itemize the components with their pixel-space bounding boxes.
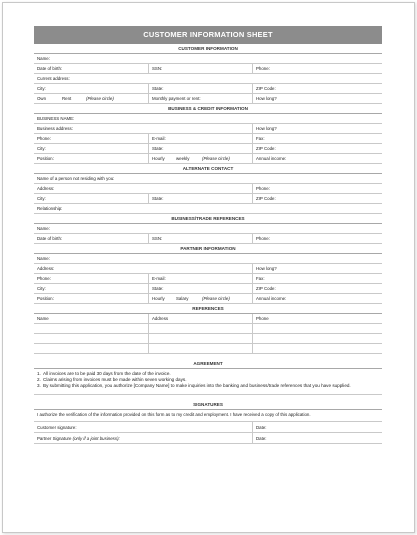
references-name-column: Name bbox=[37, 316, 49, 321]
alternate-name-row bbox=[34, 174, 382, 184]
references-name-cell bbox=[34, 324, 37, 333]
business-how-long-label: How long? bbox=[252, 124, 277, 133]
monthly-payment-label: Monthly payment or rent: bbox=[148, 94, 201, 103]
sheet-title: CUSTOMER INFORMATION SHEET bbox=[34, 26, 382, 44]
customer-information-sheet bbox=[34, 26, 382, 444]
references-name-cell bbox=[34, 334, 37, 343]
partner-how-long-label: How long? bbox=[252, 264, 277, 273]
customer-ssn-label: SSN: bbox=[148, 64, 162, 73]
partner-signature-label-group bbox=[34, 433, 120, 443]
business-zip-label: ZIP Code: bbox=[252, 144, 276, 153]
agreement-item-number: 3. bbox=[37, 383, 41, 389]
trade-dob-row bbox=[34, 234, 382, 244]
business-position-label: Position: bbox=[37, 156, 54, 161]
customer-zip-label: ZIP Code: bbox=[252, 84, 276, 93]
document-page bbox=[2, 2, 415, 533]
partner-fax-label: Fax: bbox=[252, 274, 265, 283]
customer-signature-date-label: Date: bbox=[252, 422, 267, 432]
partner-please-circle-note: (Please circle) bbox=[202, 296, 230, 301]
agreement-item-text: Claims arising from invoices must be made within seven working days. bbox=[43, 377, 187, 383]
weekly-option: weekly bbox=[176, 156, 190, 161]
references-phone-cell bbox=[252, 344, 256, 353]
business-annual-income-label: Annual income: bbox=[252, 154, 286, 163]
references-header-row bbox=[34, 314, 382, 324]
section-trade-references: BUSINESS/TRADE REFERENCES bbox=[34, 214, 382, 224]
partner-phone-label: Phone: bbox=[37, 276, 51, 281]
customer-city-label: City: bbox=[37, 86, 46, 91]
agreement-list bbox=[34, 369, 382, 395]
customer-name-row bbox=[34, 54, 382, 64]
partner-state-label: State: bbox=[148, 284, 163, 293]
partner-annual-income-label: Annual income: bbox=[252, 294, 286, 303]
authorization-statement: I authorize the verification of the information provided on this form as to my credit and employment. I have received a copy of this application. bbox=[34, 410, 382, 422]
customer-signature-label: Customer signature: bbox=[37, 424, 77, 430]
partner-city-label: City: bbox=[37, 286, 46, 291]
section-business-credit: BUSINESS & CREDIT INFORMATION bbox=[34, 104, 382, 114]
alternate-city-row bbox=[34, 194, 382, 204]
please-circle-note: (Please circle) bbox=[86, 96, 114, 101]
partner-email-label: E-mail: bbox=[148, 274, 166, 283]
alternate-phone-label: Phone: bbox=[252, 184, 270, 193]
alternate-state-label: State: bbox=[148, 194, 163, 203]
business-state-label: State: bbox=[148, 144, 163, 153]
trade-phone-label: Phone: bbox=[252, 234, 270, 243]
own-option: Own bbox=[37, 96, 47, 101]
agreement-item-number: 2. bbox=[37, 377, 41, 383]
agreement-item bbox=[34, 383, 382, 389]
customer-address-row bbox=[34, 74, 382, 84]
customer-city-row bbox=[34, 84, 382, 94]
business-address-label: Business address: bbox=[37, 126, 73, 131]
partner-phone-row bbox=[34, 274, 382, 284]
references-name-cell bbox=[34, 344, 37, 353]
customer-dob-row bbox=[34, 64, 382, 74]
partner-address-row bbox=[34, 264, 382, 274]
rent-option: Rent bbox=[62, 96, 72, 101]
references-row bbox=[34, 324, 382, 334]
business-email-label: E-mail: bbox=[148, 134, 166, 143]
business-fax-label: Fax: bbox=[252, 134, 265, 143]
references-row bbox=[34, 344, 382, 354]
agreement-item-text: By submitting this application, you authorize [Company Name] to make inquiries into the banking and business/trade references that you have supplied. bbox=[43, 383, 351, 389]
partner-address-label: Address: bbox=[37, 266, 55, 271]
business-position-row bbox=[34, 154, 382, 164]
partner-hourly-option: Hourly bbox=[148, 294, 165, 303]
references-address-cell bbox=[148, 334, 152, 343]
partner-name-row bbox=[34, 254, 382, 264]
alternate-address-row bbox=[34, 184, 382, 194]
customer-state-label: State: bbox=[148, 84, 163, 93]
business-name-row bbox=[34, 114, 382, 124]
business-phone-label: Phone: bbox=[37, 136, 51, 141]
references-row bbox=[34, 334, 382, 344]
trade-name-row bbox=[34, 224, 382, 234]
customer-signature-row bbox=[34, 422, 382, 433]
trade-dob-label: Date of birth: bbox=[37, 236, 63, 241]
partner-signature-date-label: Date: bbox=[252, 433, 267, 443]
partner-zip-label: ZIP Code: bbox=[252, 284, 276, 293]
partner-position-label: Position: bbox=[37, 296, 54, 301]
partner-position-row bbox=[34, 294, 382, 304]
customer-current-address-label: Current address: bbox=[37, 76, 70, 81]
section-partner-information: PARTNER INFORMATION bbox=[34, 244, 382, 254]
customer-dob-label: Date of birth: bbox=[37, 66, 63, 71]
customer-how-long-label: How long? bbox=[252, 94, 277, 103]
business-please-circle-note: (Please circle) bbox=[202, 156, 230, 161]
business-address-row bbox=[34, 124, 382, 134]
section-agreement: AGREEMENT bbox=[34, 359, 382, 369]
partner-signature-label: Partner Signature bbox=[37, 435, 72, 441]
references-address-cell bbox=[148, 344, 152, 353]
alternate-relationship-label: Relationship: bbox=[37, 206, 63, 211]
business-city-label: City: bbox=[37, 146, 46, 151]
alternate-relationship-row bbox=[34, 204, 382, 214]
partner-name-label: Name: bbox=[37, 256, 50, 261]
section-signatures: SIGNATURES bbox=[34, 400, 382, 410]
partner-signature-note: (only if a joint business): bbox=[72, 435, 120, 441]
partner-city-row bbox=[34, 284, 382, 294]
partner-salary-option: Salary bbox=[176, 296, 189, 301]
section-customer-information: CUSTOMER INFORMATION bbox=[34, 44, 382, 54]
agreement-item-text: All invoices are to be paid 30 days from the date of the invoice. bbox=[43, 371, 171, 376]
alternate-address-label: Address: bbox=[37, 186, 55, 191]
section-references: REFERENCES bbox=[34, 304, 382, 314]
references-address-column: Address bbox=[148, 314, 168, 323]
alternate-zip-label: ZIP Code: bbox=[252, 194, 276, 203]
hourly-option: Hourly bbox=[148, 154, 165, 163]
customer-phone-label: Phone: bbox=[252, 64, 270, 73]
agreement-item-number: 1. bbox=[37, 371, 41, 376]
trade-ssn-label: SSN: bbox=[148, 234, 162, 243]
customer-name-label: Name: bbox=[37, 56, 50, 61]
business-phone-row bbox=[34, 134, 382, 144]
alternate-city-label: City: bbox=[37, 196, 46, 201]
references-phone-cell bbox=[252, 324, 256, 333]
business-name-label: BUSINESS NAME: bbox=[37, 116, 75, 121]
section-alternate-contact: ALTERNATE CONTACT bbox=[34, 164, 382, 174]
alternate-name-label: Name of a person not residing with you: bbox=[37, 176, 115, 181]
partner-signature-row bbox=[34, 433, 382, 444]
customer-housing-row bbox=[34, 94, 382, 104]
business-city-row bbox=[34, 144, 382, 154]
references-phone-column: Phone bbox=[252, 314, 269, 323]
trade-name-label: Name: bbox=[37, 226, 50, 231]
references-phone-cell bbox=[252, 334, 256, 343]
references-address-cell bbox=[148, 324, 152, 333]
